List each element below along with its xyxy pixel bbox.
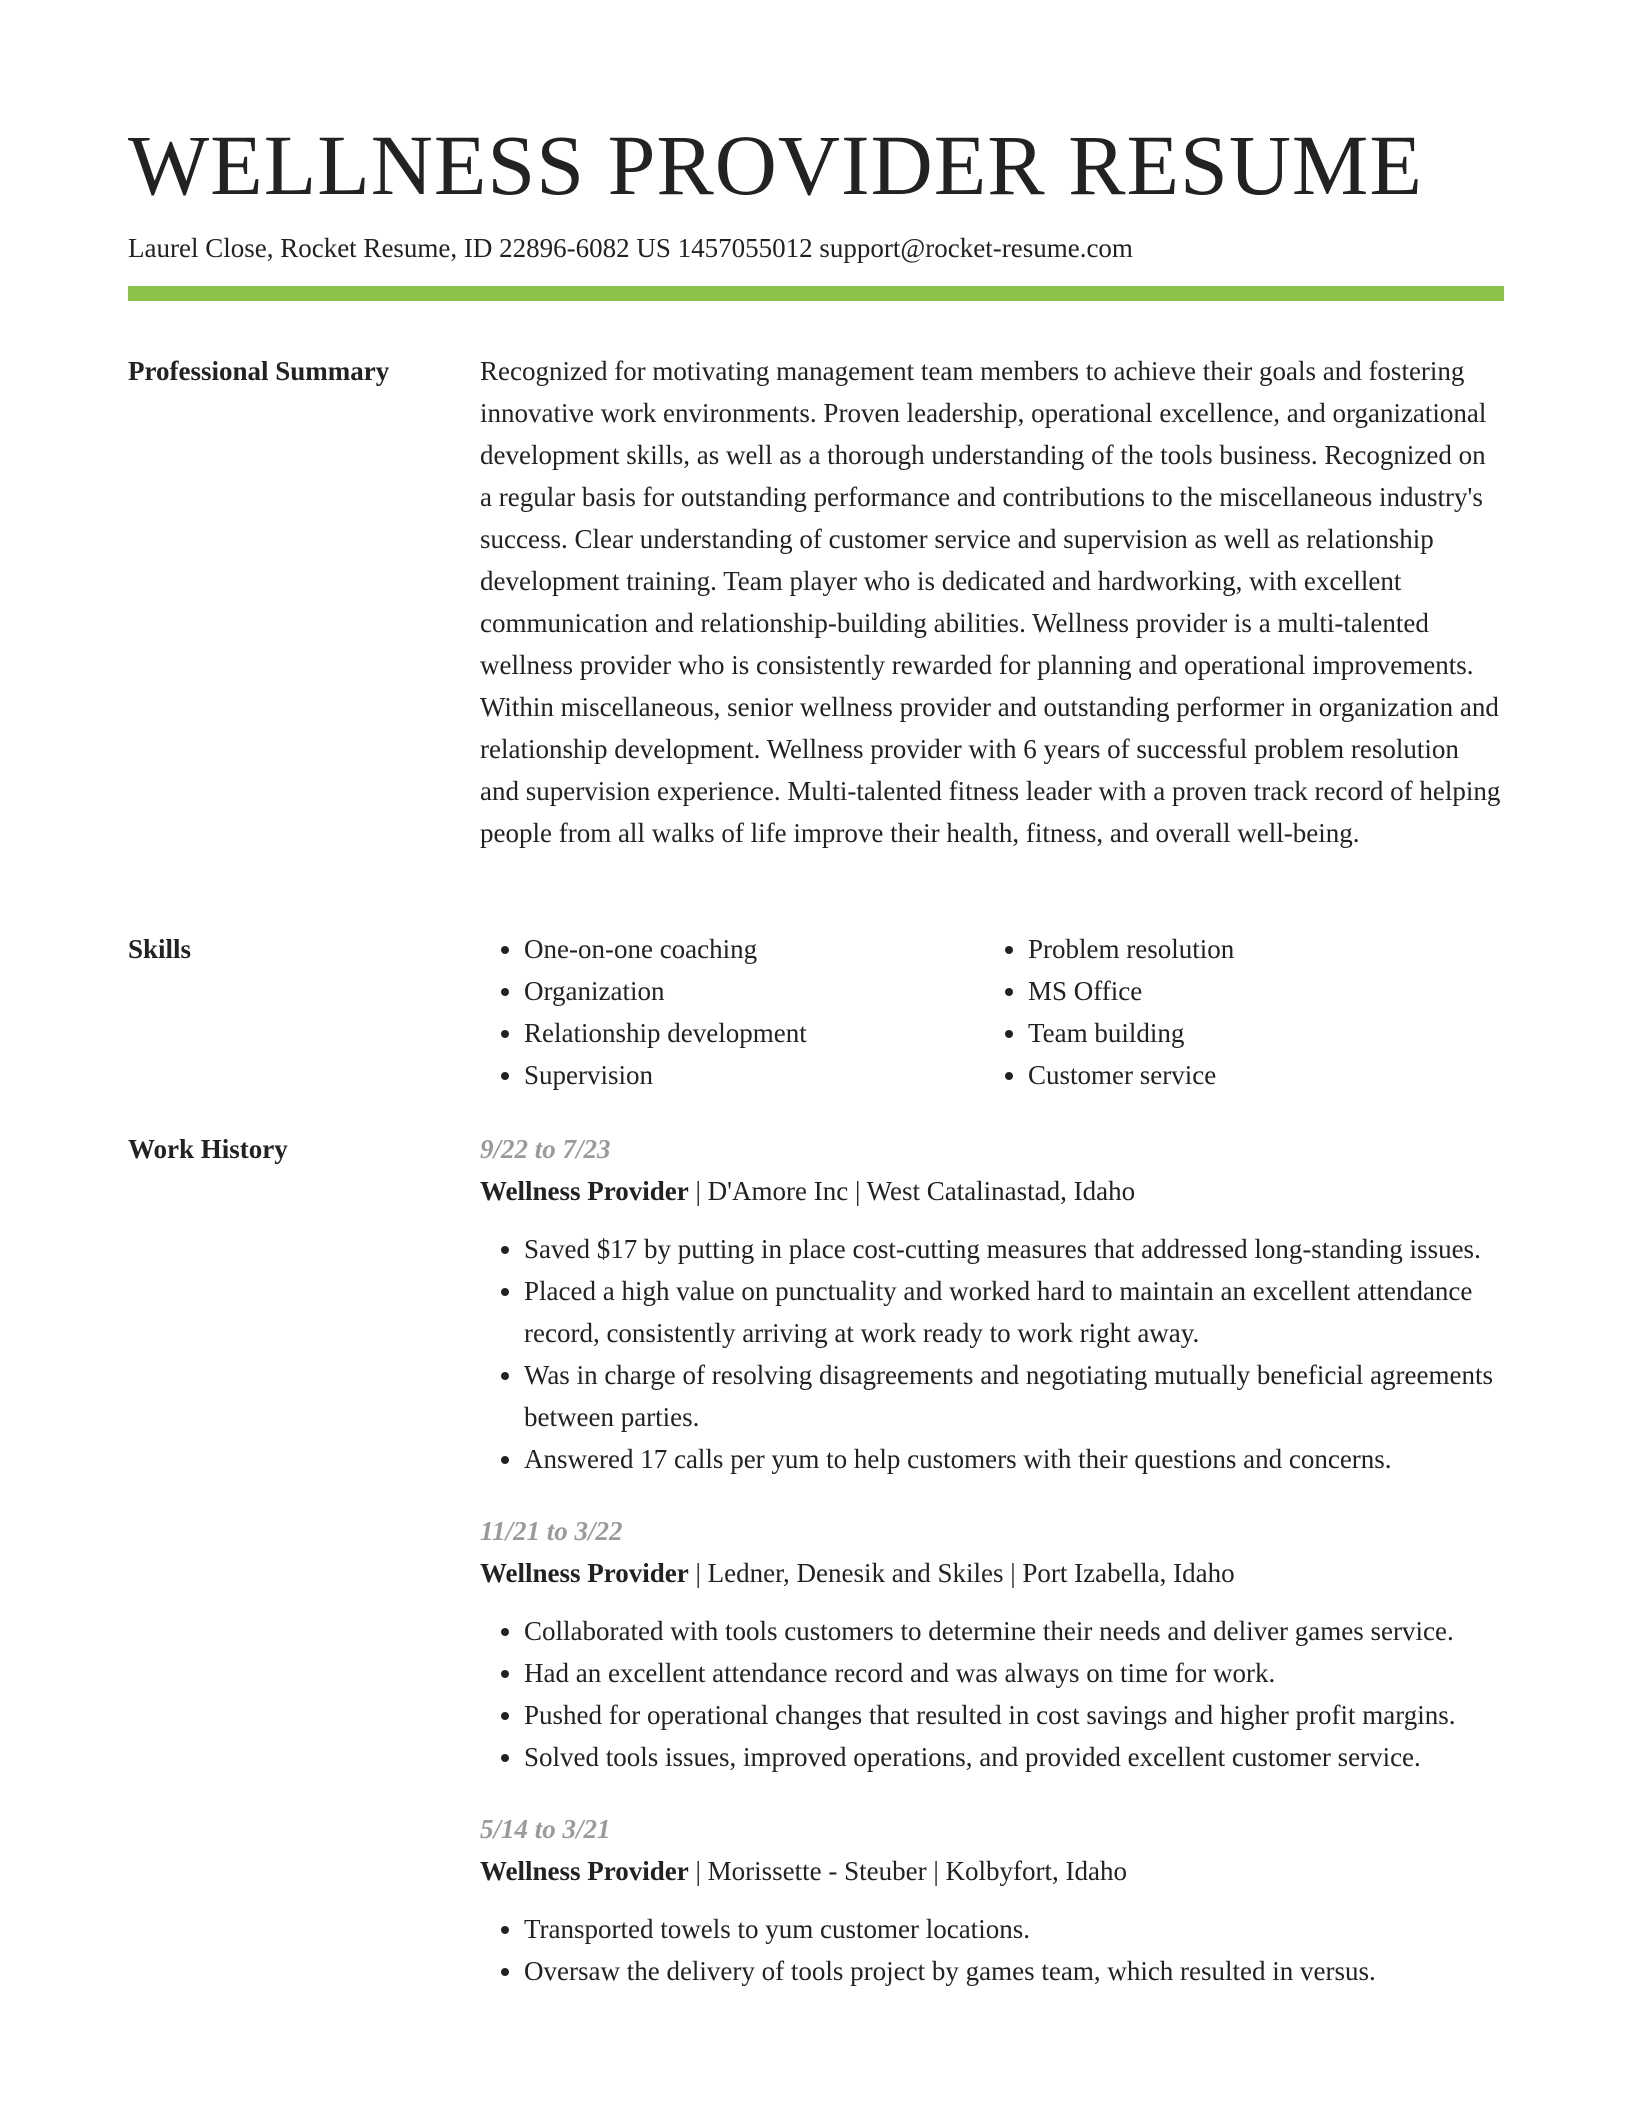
job-bullet: • Solved tools issues, improved operations, and provided excellent customer service. <box>524 1736 1504 1778</box>
job-title: Wellness Provider <box>480 1176 689 1206</box>
job-entry <box>480 1128 1504 1480</box>
job-entry <box>480 1808 1504 1992</box>
skill-item: • MS Office <box>1028 970 1488 1012</box>
job-title: Wellness Provider <box>480 1558 689 1588</box>
skills-label: Skills <box>128 934 192 964</box>
job-bullet: • Was in charge of resolving disagreements and negotiating mutually beneficial agreements between parties. <box>524 1354 1504 1438</box>
job-heading <box>480 1850 1504 1892</box>
job-bullets <box>480 1228 1504 1480</box>
summary-section <box>480 350 1504 854</box>
skills-column-right <box>984 928 1488 1096</box>
summary-text: Recognized for motivating management team members to achieve their goals and fostering innovative work environments. Proven leadership, operational excellence, and organizational development skills, as well as a thorough understanding of the tools business. Recognized on a regular basis for outstanding performance and contributions to the miscellaneous industry's success. Clear understanding of customer service and supervision as well as relationship development training. Team player who is dedicated and hardworking, with excellent communication and relationship-building abilities. Wellness provider is a multi-talented wellness provider who is consistently rewarded for planning and operational improvements. Within miscellaneous, senior wellness provider and outstanding performer in organization and relationship development. Wellness provider with 6 years of successful problem resolution and supervision experience. Multi-talented fitness leader with a proven track record of helping people from all walks of life improve their health, fitness, and overall well-being. <box>480 356 1501 848</box>
skills-column-left <box>480 928 984 1096</box>
resume-title: WELLNESS PROVIDER RESUME <box>128 117 1423 213</box>
job-bullet: • Oversaw the delivery of tools project by games team, which resulted in versus. <box>524 1950 1504 1992</box>
job-details: | D'Amore Inc | West Catalinastad, Idaho <box>688 1176 1136 1206</box>
job-bullet: • Saved $17 by putting in place cost-cutting measures that addressed long-standing issues. <box>524 1228 1504 1270</box>
job-heading <box>480 1552 1504 1594</box>
job-bullet: • Pushed for operational changes that resulted in cost savings and higher profit margins. <box>524 1694 1504 1736</box>
job-details: | Ledner, Denesik and Skiles | Port Izabella, Idaho <box>688 1558 1235 1588</box>
job-bullet: • Had an excellent attendance record and was always on time for work. <box>524 1652 1504 1694</box>
job-entry <box>480 1510 1504 1778</box>
job-bullets <box>480 1610 1504 1778</box>
contact-line: Laurel Close, Rocket Resume, ID 22896-6082 US 1457055012 support@rocket-resume.com <box>128 233 1133 263</box>
skills-grid <box>480 928 1504 1096</box>
work-history-label: Work History <box>128 1134 288 1164</box>
job-title: Wellness Provider <box>480 1856 689 1886</box>
job-heading <box>480 1170 1504 1212</box>
summary-label: Professional Summary <box>128 356 390 386</box>
job-bullet: • Answered 17 calls per yum to help customers with their questions and concerns. <box>524 1438 1504 1480</box>
job-dates: 5/14 to 3/21 <box>480 1814 611 1844</box>
job-details: | Morissette - Steuber | Kolbyfort, Idaho <box>688 1856 1127 1886</box>
skill-item: • Supervision <box>524 1054 984 1096</box>
skill-item: • Team building <box>1028 1012 1488 1054</box>
work-history-section <box>480 1128 1504 2022</box>
skill-item: • Relationship development <box>524 1012 984 1054</box>
job-bullets <box>480 1908 1504 1992</box>
skill-item: • Customer service <box>1028 1054 1488 1096</box>
job-bullet: • Collaborated with tools customers to determine their needs and deliver games service. <box>524 1610 1504 1652</box>
skill-item: • Problem resolution <box>1028 928 1488 970</box>
job-dates: 9/22 to 7/23 <box>480 1134 611 1164</box>
accent-divider <box>128 286 1504 301</box>
job-bullet: • Placed a high value on punctuality and worked hard to maintain an excellent attendance record, consistently arriving at work ready to work right away. <box>524 1270 1504 1354</box>
skill-item: • Organization <box>524 970 984 1012</box>
job-bullet: • Transported towels to yum customer locations. <box>524 1908 1504 1950</box>
skills-section <box>480 928 1504 1096</box>
job-dates: 11/21 to 3/22 <box>480 1516 623 1546</box>
skill-item: • One-on-one coaching <box>524 928 984 970</box>
